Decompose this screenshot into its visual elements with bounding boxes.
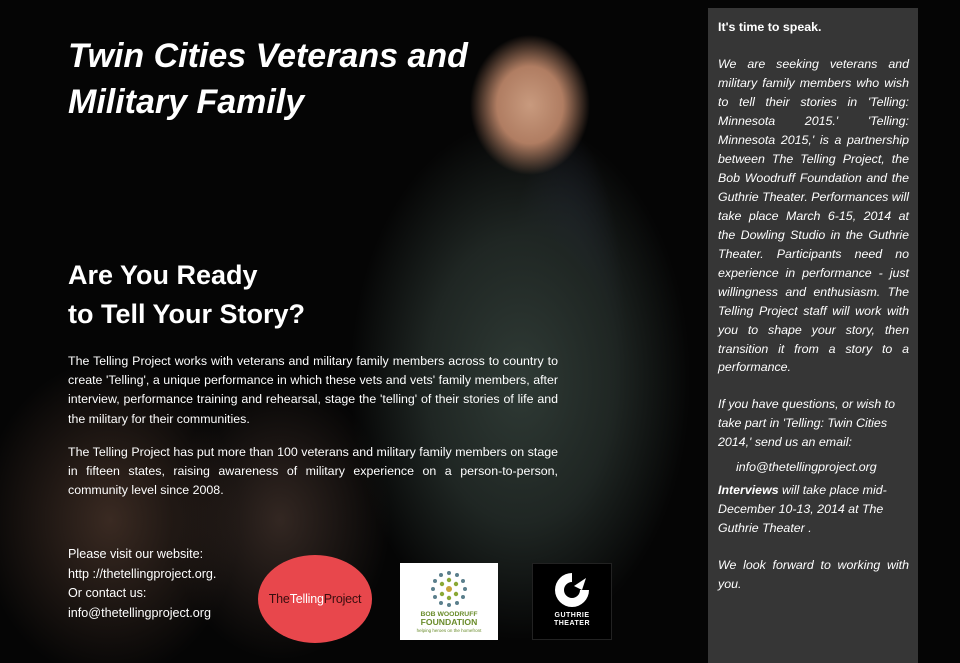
sidebar-interviews bbox=[718, 481, 909, 538]
bob-woodruff-logo bbox=[400, 563, 498, 640]
guthrie-theater-logo bbox=[532, 563, 612, 640]
telling-logo-project: Project bbox=[323, 592, 362, 606]
sidebar-questions: If you have questions, or wish to take part in 'Telling: Twin Cities 2014,' send us an email: bbox=[718, 397, 896, 450]
info-sidebar bbox=[708, 8, 918, 663]
interviews-label: Interviews bbox=[718, 483, 779, 498]
interviews-details: will take place mid-December 10-13, 2014 at The Guthrie Theater . bbox=[718, 483, 887, 536]
bob-woodruff-dots-icon bbox=[429, 569, 469, 609]
sidebar-email-link[interactable]: info@thetellingproject.org bbox=[736, 460, 877, 475]
subtitle-line-2: to Tell Your Story? bbox=[68, 299, 306, 330]
sidebar-closing: We look forward to working with you. bbox=[718, 558, 909, 592]
subtitle-line-1: Are You Ready bbox=[68, 260, 258, 290]
page-title: Twin Cities Veterans and Military Family bbox=[68, 37, 468, 121]
sidebar-body: We are seeking veterans and military family members who wish to tell their stories in 'Telling: Minnesota 2015.' 'Telling: Minnesota 2015,' is a partnership between The Telling Project, the Bob Woodruff Foundation and the Guthrie Theater. Performances will take place March 6-15, 2014 at the Dowling Studio in the Guthrie Theater. Participants need no experience in performance - just willingness and enthusiasm. The Telling Project staff will work with you to shape your story, then transition it from a story to a performance. bbox=[718, 56, 909, 375]
sidebar-heading: It's time to speak. bbox=[718, 20, 822, 34]
telling-logo-the: The bbox=[268, 592, 290, 606]
guthrie-mark-icon bbox=[552, 570, 592, 612]
telling-project-logo bbox=[258, 555, 372, 643]
history-paragraph: The Telling Project has put more than 100 veterans and military family members on stage in fifteen states, raising awareness of military experience on a person-to-person, community level since 2008. bbox=[68, 445, 558, 498]
bob-woodruff-foundation: FOUNDATION bbox=[420, 617, 478, 627]
guthrie-line-2: THEATER bbox=[553, 620, 591, 628]
intro-paragraph: The Telling Project works with veterans and military family members across to country to create 'Telling', a unique performance in which these vets and vets' family members, after interview, performance training and rehearsal, stage the 'telling' of their stories of life and the military for their communities. bbox=[68, 354, 558, 426]
contact-website-link[interactable]: http ://thetellingproject.org. bbox=[68, 566, 217, 581]
contact-us-label: Or contact us: bbox=[68, 586, 147, 601]
guthrie-line-1: GUTHRIE bbox=[554, 612, 590, 619]
contact-website-label: Please visit our website: bbox=[68, 547, 204, 561]
contact-email-link[interactable]: info@thetellingproject.org bbox=[68, 605, 212, 620]
subtitle bbox=[68, 256, 398, 334]
contact-block bbox=[68, 545, 268, 623]
telling-logo-telling: Telling bbox=[289, 592, 324, 606]
bob-woodruff-name: BOB WOODRUFF bbox=[420, 611, 478, 618]
bob-woodruff-tagline: helping heroes on the homefront bbox=[416, 627, 482, 633]
telling-logo-text bbox=[269, 592, 362, 606]
